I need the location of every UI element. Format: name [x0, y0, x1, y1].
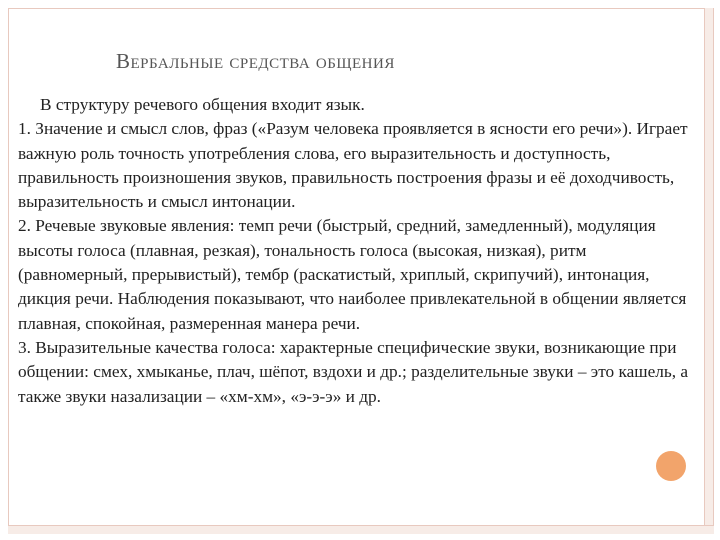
frame-right-border	[704, 8, 714, 534]
paragraph-item-3: 3. Выразительные качества голоса: характерные специфические звуки, возникающие при общении: смех, хмыканье, плач, шёпот, вздохи и др.; разделительные звуки – это кашель, а также звуки назализации – «хм-хм», «э-э-э» и др.	[18, 337, 689, 406]
frame-bottom-border	[8, 525, 714, 534]
slide-body	[18, 93, 690, 409]
paragraph-item-2: 2. Речевые звуковые явления: темп речи (быстрый, средний, замедленный), модуляция высоты голоса (плавная, резкая), тональность голоса (высокая, низкая), ритм (равномерный, прерывистый), тембр (раскатистый, хриплый, скрипучий), интонация, дикция речи. Наблюдения показывают, что наиболее привлекательной в общении является плавная, спокойная, размеренная манера речи.	[18, 216, 687, 333]
decorative-dot	[656, 451, 686, 481]
paragraph-intro: В структуру речевого общения входит язык.	[40, 95, 365, 114]
paragraph-item-1: 1. Значение и смысл слов, фраз («Разум человека проявляется в ясности его речи»). Играет важную роль точность употребления слова, его выразительность и доступность, правильность произношения звуков, правильность построения фразы и её доходчивость, выразительность и смысл интонации.	[18, 119, 688, 212]
slide-title: Вербальные средства общения	[116, 49, 395, 73]
